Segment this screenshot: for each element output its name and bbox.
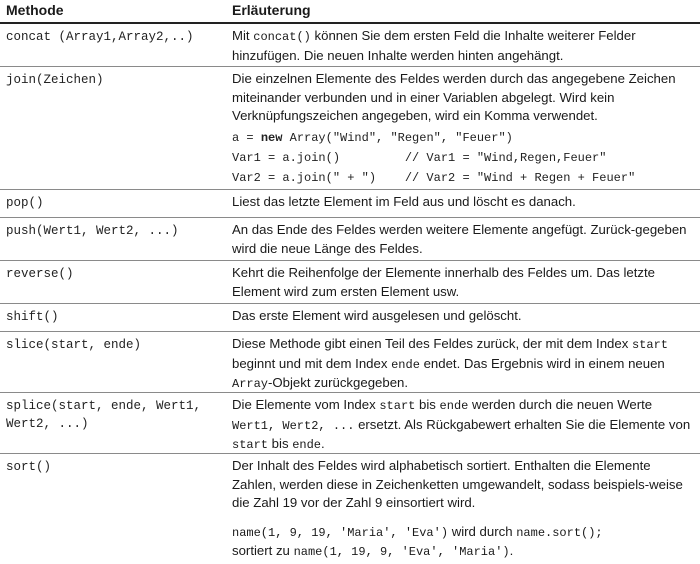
method-name: concat (Array1,Array2,..) xyxy=(6,30,194,44)
method-description xyxy=(232,70,694,188)
method-name: sort() xyxy=(6,460,52,474)
method-name: shift() xyxy=(6,310,59,324)
method-name: pop() xyxy=(6,196,44,210)
table-row xyxy=(0,190,700,218)
method-name: push(Wert1, Wert2, ...) xyxy=(6,224,179,238)
method-description: Mit concat() können Sie dem ersten Feld die Inhalte weiterer Felder hinzufügen. Die neuen Inhalte werden hinten angehängt. xyxy=(232,28,636,63)
table-row xyxy=(0,218,700,261)
method-description: An das Ende des Feldes werden weitere Elemente angefügt. Zurück-gegeben wird die neue Länge des Feldes. xyxy=(232,222,687,256)
table-row xyxy=(0,24,700,67)
table-header xyxy=(0,0,700,24)
method-description: Das erste Element wird ausgelesen und gelöscht. xyxy=(232,308,522,323)
table-row xyxy=(0,304,700,332)
table-row xyxy=(0,67,700,190)
method-description: Die Elemente vom Index start bis ende werden durch die neuen Werte Wert1, Wert2, ... ersetzt. Als Rückgabewert erhalten Sie die Elemente von start bis ende. xyxy=(232,397,691,452)
method-name: splice(start, ende, Wert1, Wert2, ...) xyxy=(6,399,202,431)
table-row xyxy=(0,261,700,304)
code-line: Var1 = a.join() // Var1 = "Wind,Regen,Feuer" xyxy=(232,150,607,165)
code-line: Var2 = a.join(" + ") // Var2 = "Wind + Regen + Feuer" xyxy=(232,170,636,185)
sort-example: name(1, 9, 19, 'Maria', 'Eva') wird durch name.sort(); sortiert zu name(1, 19, 9, 'Eva', 'Maria'). xyxy=(232,523,603,559)
header-methode: Methode xyxy=(6,2,64,18)
method-description xyxy=(232,457,694,562)
description-text: Der Inhalt des Feldes wird alphabetisch sortiert. Enthalten die Elemente Zahlen, werden diese in Zeichenketten umgewandelt, sodass beispiels-weise die Zahl 19 vor der Zahl 9 einsortiert wird. xyxy=(232,458,683,510)
method-description: Kehrt die Reihenfolge der Elemente innerhalb des Feldes um. Das letzte Element wird zum ersten Element usw. xyxy=(232,265,655,299)
description-text: Die einzelnen Elemente des Feldes werden durch das angegebene Zeichen miteinander verbunden und in einer Variablen abgelegt. Wird kein Verknüpfungszeichen angegeben, wird ein Komma verwendet. xyxy=(232,71,676,123)
table-row xyxy=(0,332,700,393)
code-example xyxy=(232,128,694,188)
method-name: reverse() xyxy=(6,267,74,281)
method-name: join(Zeichen) xyxy=(6,73,104,87)
header-erlaeuterung: Erläuterung xyxy=(232,2,311,18)
table-row xyxy=(0,454,700,564)
table-row xyxy=(0,393,700,454)
code-line: a = new Array("Wind", "Regen", "Feuer") xyxy=(232,130,513,145)
method-name: slice(start, ende) xyxy=(6,338,142,352)
method-description: Diese Methode gibt einen Teil des Feldes zurück, der mit dem Index start beginnt und mit dem Index ende endet. Das Ergebnis wird in einem neuen Array-Objekt zurückgegeben. xyxy=(232,336,668,391)
method-description: Liest das letzte Element im Feld aus und löscht es danach. xyxy=(232,194,576,209)
